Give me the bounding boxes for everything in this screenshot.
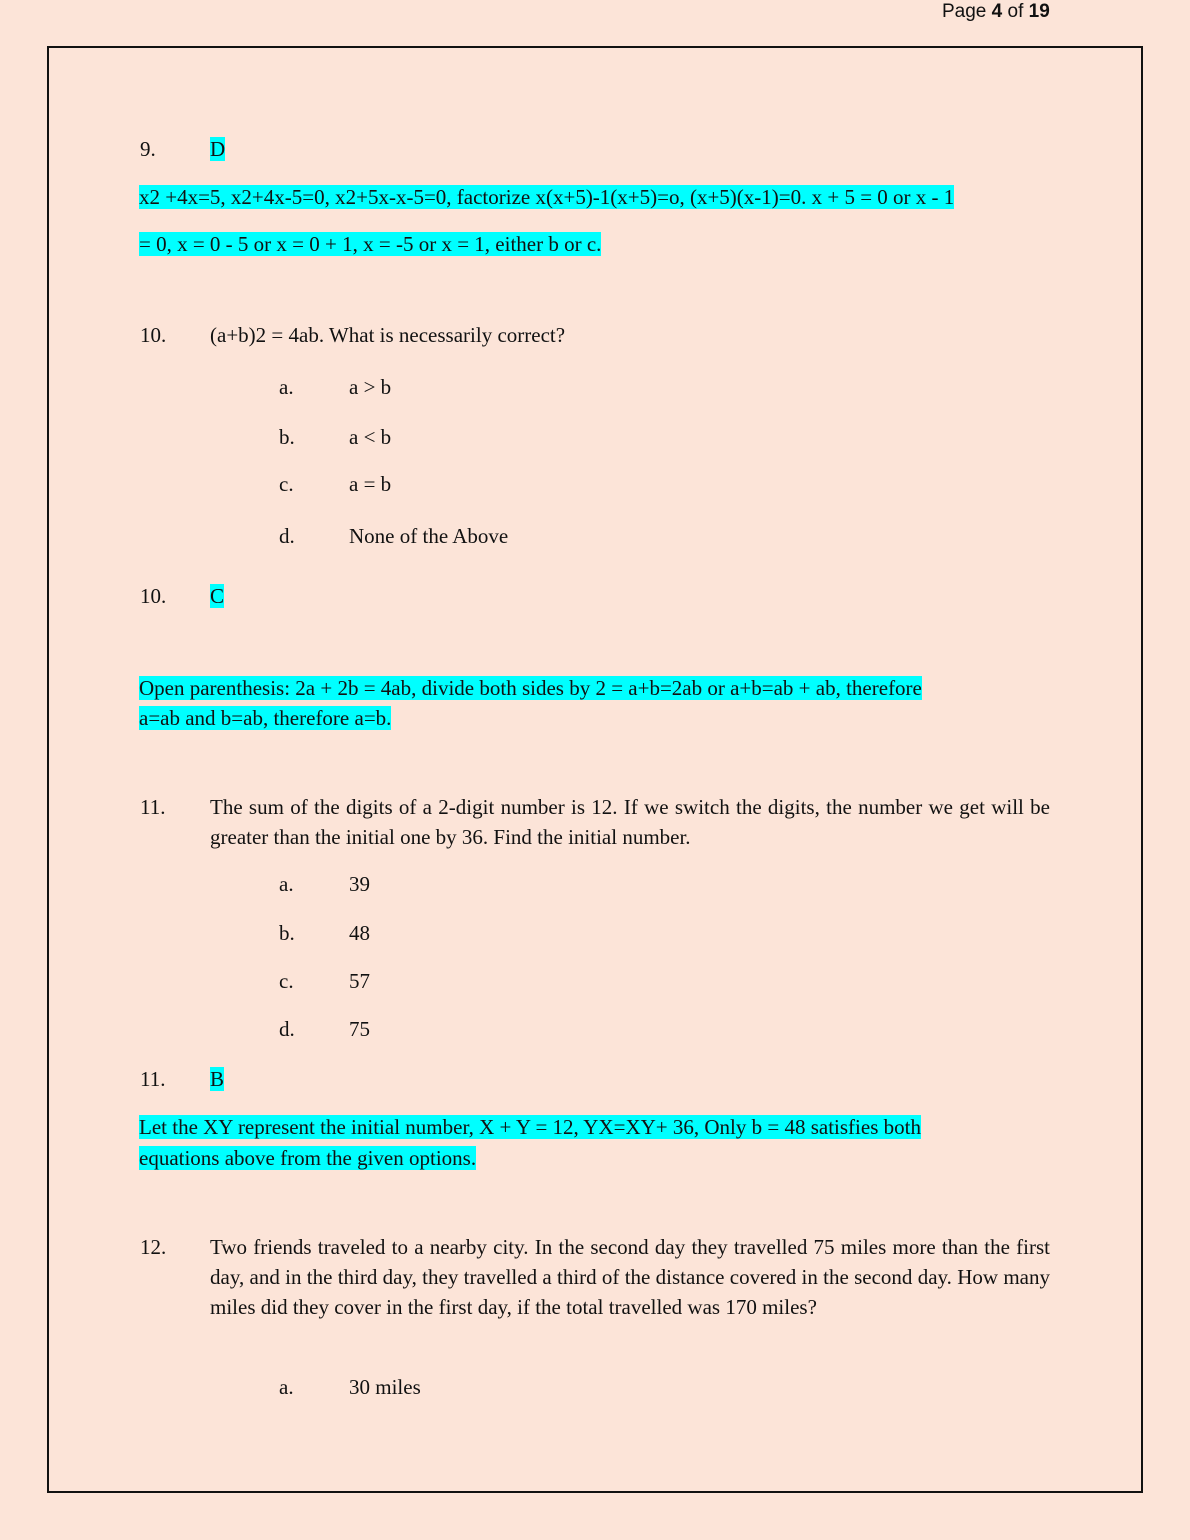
q9-answer-letter-text: D (210, 137, 226, 161)
q10-option-b-value: a < b (349, 425, 392, 449)
page-current: 4 (991, 1, 1003, 22)
q11-option-c-label: c. (279, 969, 294, 993)
q9-expl-line2-text: = 0, x = 0 - 5 or x = 0 + 1, x = -5 or x = 1, either b or c. (139, 232, 602, 256)
q10-option-a-value: a > b (349, 375, 392, 399)
q10-option-a-label: a. (279, 375, 294, 399)
q11-answer-letter (210, 1064, 224, 1094)
q11-option-b-label: b. (279, 921, 295, 945)
page-number (942, 1, 1050, 23)
q10-option-d-value: None of the Above (349, 524, 509, 548)
q12-number: 12. (140, 1235, 167, 1259)
q11-explanation-line2 (139, 1143, 476, 1173)
q10-option-c-label: c. (279, 472, 294, 496)
q10-answer-letter (210, 581, 224, 611)
q12-text: Two friends traveled to a nearby city. In the second day they travelled 75 miles more than the first day, and in the third day, they travelled a third of the distance covered in the second day. How many miles did they cover in the first day, if the total travelled was 170 miles? (210, 1235, 1050, 1319)
q10-text: (a+b)2 = 4ab. What is necessarily correct? (210, 323, 566, 347)
q11-option-a-value: 39 (349, 872, 370, 896)
q10-answer-letter-text: C (210, 584, 225, 608)
q10-expl-line1-text: Open parenthesis: 2a + 2b = 4ab, divide both sides by 2 = a+b=2ab or a+b=ab + ab, therefore (139, 676, 922, 700)
q11-expl-line2-text: equations above from the given options. (139, 1146, 477, 1170)
q11-option-b-value: 48 (349, 921, 370, 945)
q12-option-a-label: a. (279, 1375, 294, 1399)
q11-option-c-value: 57 (349, 969, 370, 993)
page-of: of (1007, 1, 1024, 22)
q9-expl-line1-text: x2 +4x=5, x2+4x-5=0, x2+5x-x-5=0, factorize x(x+5)-1(x+5)=o, (x+5)(x-1)=0. x + 5 = 0 or x - 1 (139, 185, 955, 209)
q10-explanation-line2 (139, 703, 391, 733)
q12-option-a-value: 30 miles (349, 1375, 421, 1399)
q11-answer-letter-text: B (210, 1067, 225, 1091)
q10-expl-line2-text: a=ab and b=ab, therefore a=b. (139, 706, 392, 730)
q9-answer-number: 9. (140, 137, 156, 161)
q11-option-a-label: a. (279, 872, 294, 896)
q10-explanation-line1 (139, 673, 922, 703)
page-total: 19 (1028, 1, 1050, 22)
q11-option-d-label: d. (279, 1017, 295, 1041)
q11-expl-line1-text: Let the XY represent the initial number, X + Y = 12, YX=XY+ 36, Only b = 48 satisfies both (139, 1115, 921, 1139)
q11-number: 11. (140, 795, 166, 819)
q10-option-b-label: b. (279, 425, 295, 449)
q10-answer-number: 10. (140, 584, 167, 608)
q10-option-c-value: a = b (349, 472, 392, 496)
page-label: Page (942, 1, 987, 22)
q11-answer-number: 11. (140, 1067, 166, 1091)
q11-explanation-line1 (139, 1112, 921, 1142)
q10-option-d-label: d. (279, 524, 295, 548)
q11-option-d-value: 75 (349, 1017, 370, 1041)
q11-text: The sum of the digits of a 2-digit number is 12. If we switch the digits, the number we get will be greater than the initial one by 36. Find the initial number. (210, 795, 1050, 849)
q9-explanation-line1 (139, 182, 954, 212)
q9-explanation-line2 (139, 229, 601, 259)
q9-answer-letter (210, 134, 225, 164)
q10-number: 10. (140, 323, 167, 347)
